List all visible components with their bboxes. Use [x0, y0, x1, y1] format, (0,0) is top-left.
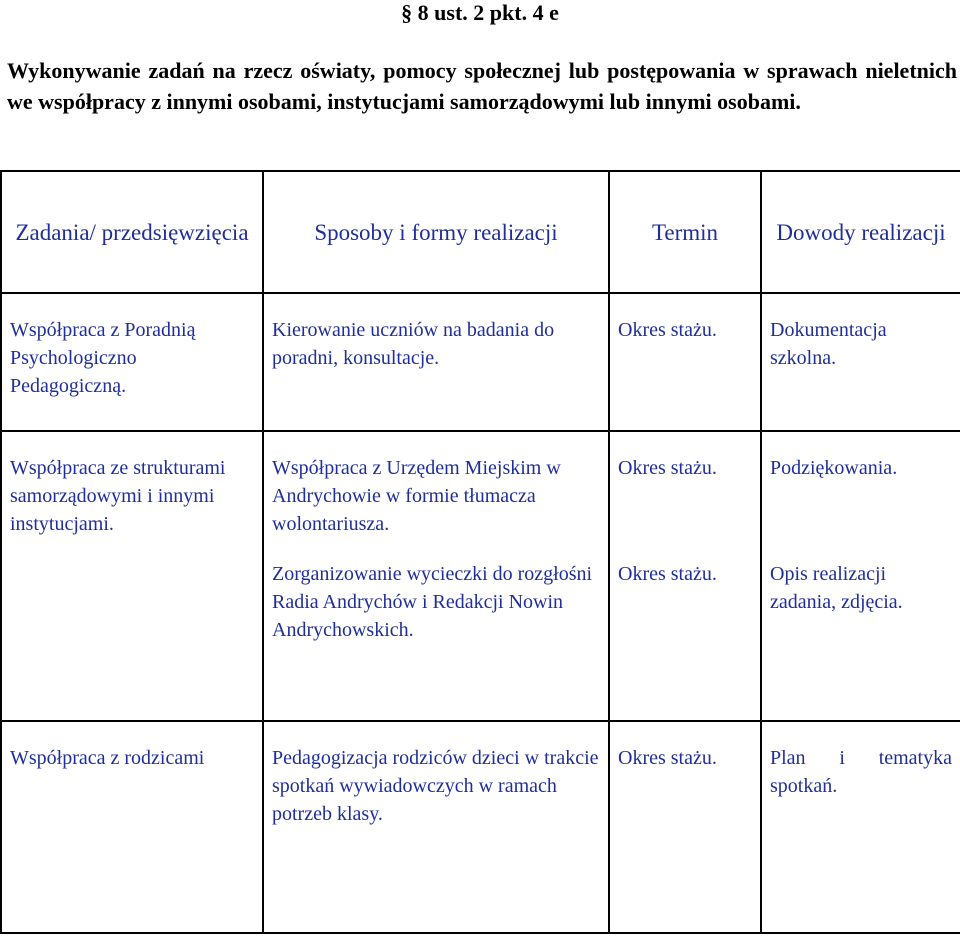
table-row: [1, 721, 960, 933]
methods-cell: Pedagogizacja rodziców dzieci w trakcie spotkań wywiadowczych w ramach potrzeb klasy.: [263, 721, 609, 933]
table-row: [1, 431, 960, 721]
methods-cell: Kierowanie uczniów na badania do poradni, konsultacje.: [263, 293, 609, 431]
term-cell: Okres stażu.: [609, 293, 761, 431]
task-cell: Współpraca z rodzicami: [1, 721, 263, 933]
task-cell: Współpraca ze strukturami samorządowymi i innymi instytucjami.: [1, 431, 263, 721]
method-item: Współpraca z Urzędem Miejskim w Andrychowie w formie tłumacza wolontariusza.: [272, 457, 561, 535]
method-item: Zorganizowanie wycieczki do rozgłośni Radia Andrychów i Redakcji Nowin Andrychowskich.: [272, 563, 593, 641]
term-item: Okres stażu.: [618, 563, 717, 585]
intro-paragraph: Wykonywanie zadań na rzecz oświaty, pomocy społecznej lub postępowania w sprawach nieletnich we współpracy z innymi osobami, instytucjami samorządowymi lub innymi osobami.: [7, 58, 957, 114]
evidence-cell: [761, 431, 960, 721]
header-term: Termin: [609, 171, 761, 293]
term-cell: Okres stażu.: [609, 721, 761, 933]
header-tasks: Zadania/ przedsięwzięcia: [1, 171, 263, 293]
activities-table: [0, 170, 960, 934]
term-cell: [609, 431, 761, 721]
evidence-cell: Plan i tematyka spotkań.: [761, 721, 960, 933]
evidence-cell: Dokumentacja szkolna.: [761, 293, 960, 431]
header-methods: Sposoby i formy realizacji: [263, 171, 609, 293]
term-item: Okres stażu.: [618, 457, 717, 479]
evidence-item: Podziękowania.: [770, 457, 898, 479]
header-evidence: Dowody realizacji: [761, 171, 960, 293]
table-header-row: [1, 171, 960, 293]
methods-cell: [263, 431, 609, 721]
table-row: [1, 293, 960, 431]
section-heading-text: § 8 ust. 2 pkt. 4 e: [401, 0, 559, 25]
evidence-item: Opis realizacji zadania, zdjęcia.: [770, 563, 903, 613]
section-heading: [0, 0, 960, 26]
task-cell: Współpraca z Poradnią Psychologiczno Pedagogiczną.: [1, 293, 263, 431]
